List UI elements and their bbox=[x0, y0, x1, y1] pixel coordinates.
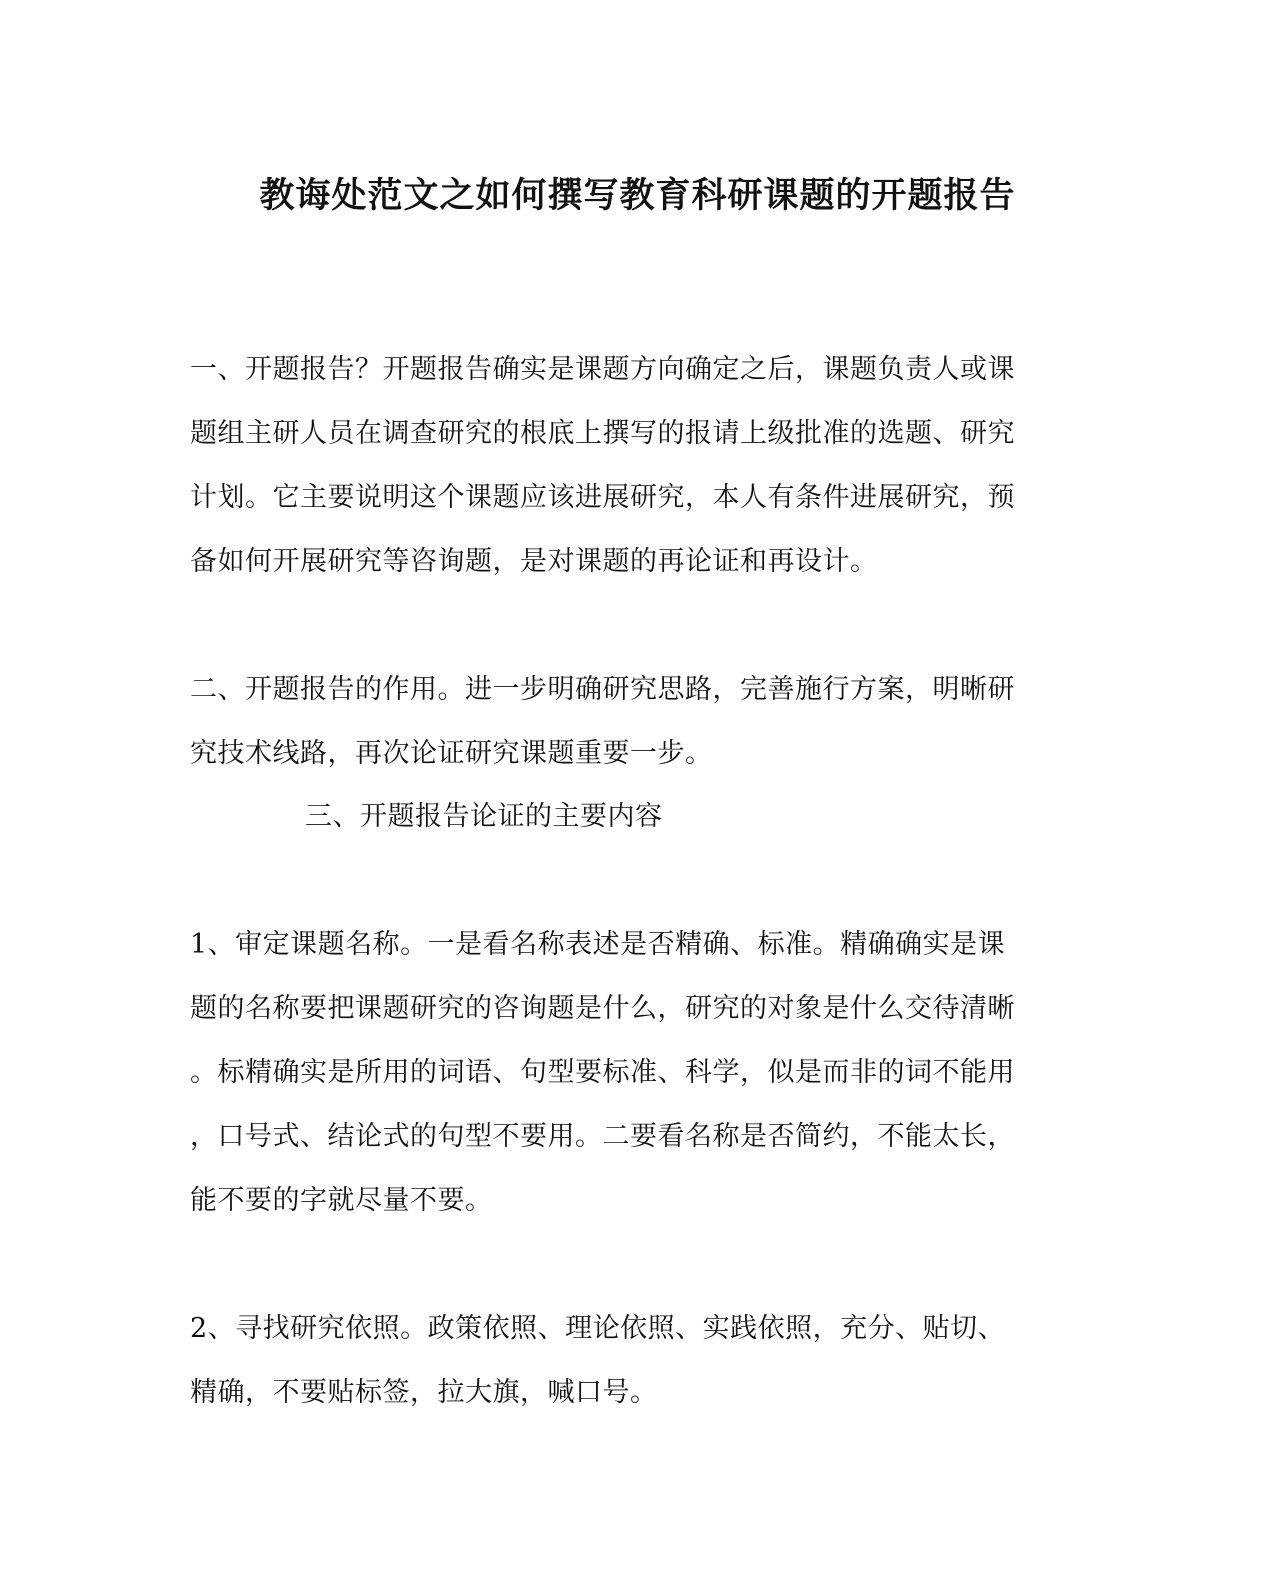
item-1-line-1: 1、审定课题名称。一是看名称表述是否精确、标准。精确确实是课 bbox=[190, 929, 1006, 960]
paragraph-2-line-2: 究技术线路，再次论证研究课题重要一步。 bbox=[190, 738, 713, 769]
paragraph-1-line-4: 备如何开展研究等咨询题，是对课题的再论证和再设计。 bbox=[190, 546, 878, 577]
document-title: 教诲处范文之如何撰写教育科研课题的开题报告 bbox=[259, 175, 1016, 216]
paragraph-1-line-1: 一、开题报告？开题报告确实是课题方向确定之后，课题负责人或课 bbox=[190, 354, 1015, 385]
item-2-line-2: 精确，不要贴标签，拉大旗，喊口号。 bbox=[190, 1377, 658, 1408]
item-1-line-2: 题的名称要把课题研究的咨询题是什么，研究的对象是什么交待清晰 bbox=[190, 993, 1015, 1024]
paragraph-1-line-2: 题组主研人员在调查研究的根底上撰写的报请上级批准的选题、研究 bbox=[190, 418, 1015, 449]
item-1-line-3: 。标精确实是所用的词语、句型要标准、科学，似是而非的词不能用 bbox=[190, 1057, 1015, 1088]
item-1-line-5: 能不要的字就尽量不要。 bbox=[190, 1185, 493, 1216]
item-1-line-4: ，口号式、结论式的句型不要用。二要看名称是否简约，不能太长， bbox=[190, 1121, 1015, 1152]
section-heading: 三、开题报告论证的主要内容 bbox=[305, 801, 663, 832]
item-2-line-1: 2、寻找研究依照。政策依照、理论依照、实践依照，充分、贴切、 bbox=[190, 1313, 1006, 1344]
paragraph-2-line-1: 二、开题报告的作用。进一步明确研究思路，完善施行方案，明晰研 bbox=[190, 674, 1015, 705]
paragraph-1-line-3: 计划。它主要说明这个课题应该进展研究，本人有条件进展研究，预 bbox=[190, 482, 1015, 513]
